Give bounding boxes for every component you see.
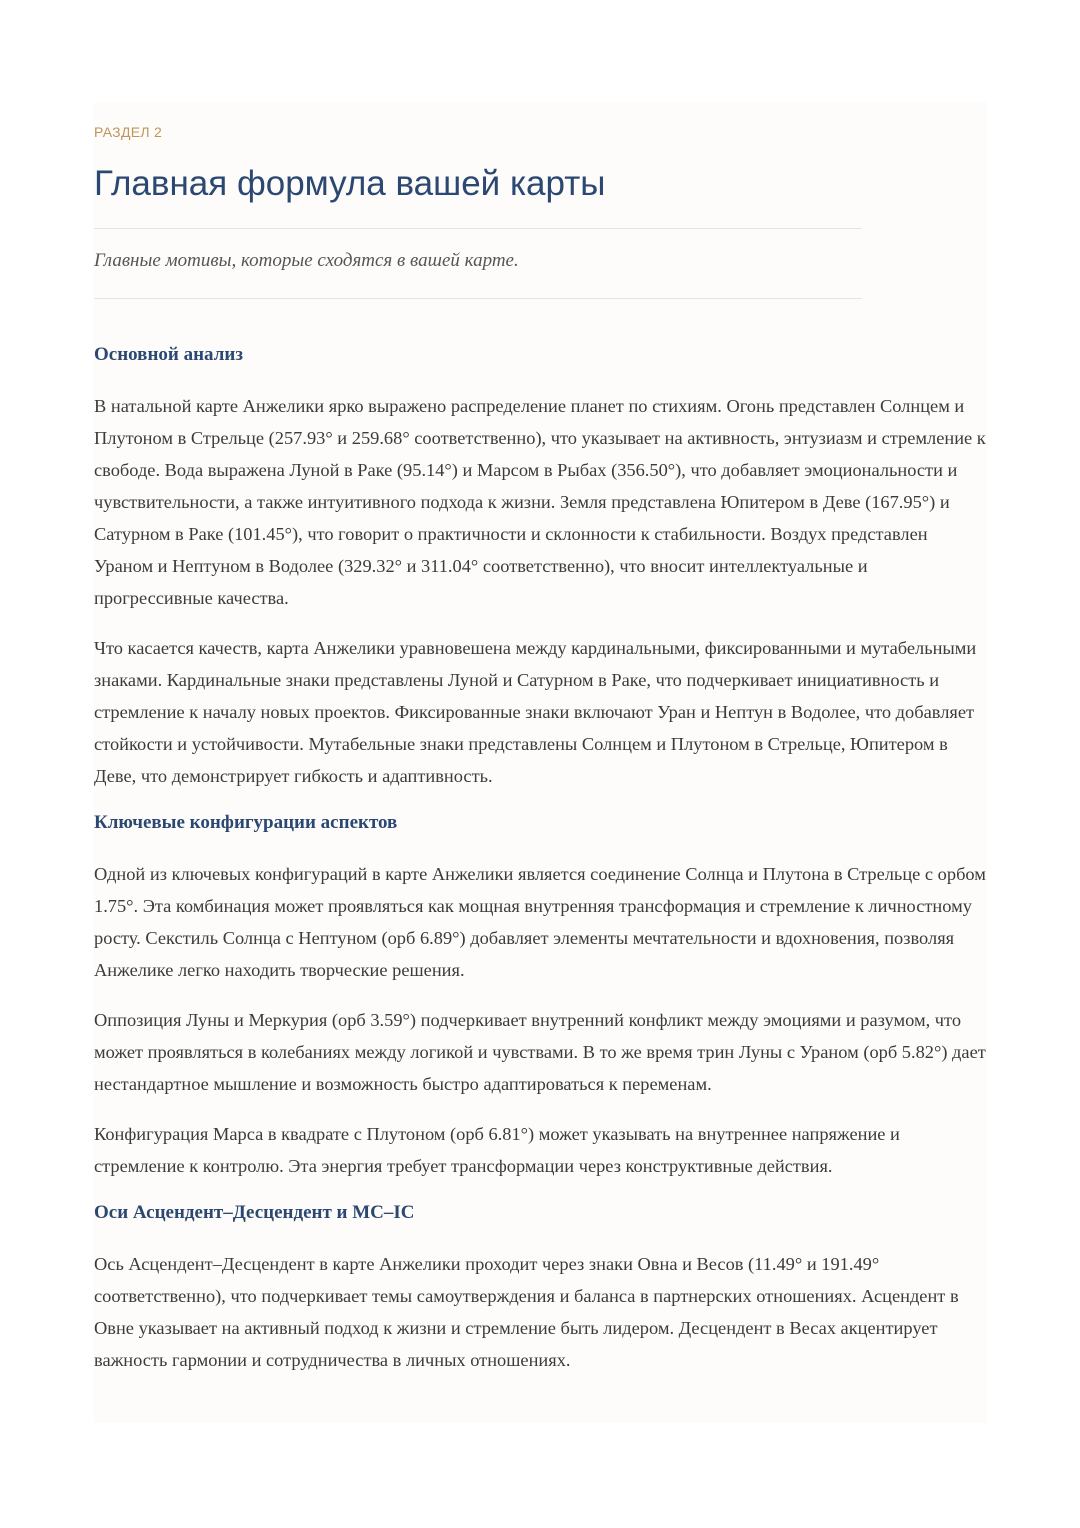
analysis-body	[94, 342, 987, 1394]
heading-main-analysis: Основной анализ	[94, 344, 243, 365]
heading-axes: Оси Асцендент–Десцендент и MC–IC	[94, 1202, 415, 1223]
title-divider	[94, 228, 862, 229]
paragraph: В натальной карте Анжелики ярко выражено распределение планет по стихиям. Огонь представлен Солнцем и Плутоном в Стрельце (257.93° и 259.68° соответственно), что указывает на активность, энтузиазм и стремление к свободе. Вода выражена Луной в Раке (95.14°) и Марсом в Рыбах (356.50°), что добавляет эмоциональности и чувствительности, а также интуитивного подхода к жизни. Земля представлена Юпитером в Деве (167.95°) и Сатурном в Раке (101.45°), что говорит о практичности и склонности к стабильности. Воздух представлен Ураном и Нептуном в Водолее (329.32° и 311.04° соответственно), что вносит интеллектуальные и прогрессивные качества.	[94, 396, 986, 608]
paragraph: Конфигурация Марса в квадрате с Плутоном (орб 6.81°) может указывать на внутреннее напряжение и стремление к контролю. Эта энергия требует трансформации через конструктивные действия.	[94, 1124, 900, 1176]
subtitle-divider	[94, 298, 862, 299]
section-label: РАЗДЕЛ 2	[94, 124, 163, 140]
paragraph: Что касается качеств, карта Анжелики уравновешена между кардинальными, фиксированными и мутабельными знаками. Кардинальные знаки представлены Луной и Сатурном в Раке, что подчеркивает инициативность и стремление к началу новых проектов. Фиксированные знаки включают Уран и Нептун в Водолее, что добавляет стойкости и устойчивости. Мутабельные знаки представлены Солнцем и Плутоном в Стрельце, Юпитером в Деве, что демонстрирует гибкость и адаптивность.	[94, 638, 977, 786]
paragraph: Ось Асцендент–Десцендент в карте Анжелики проходит через знаки Овна и Весов (11.49° и 191.49° соответственно), что подчеркивает темы самоутверждения и баланса в партнерских отношениях. Асцендент в Овне указывает на активный подход к жизни и стремление быть лидером. Десцендент в Весах акцентирует важность гармонии и сотрудничества в личных отношениях.	[94, 1254, 959, 1370]
page-title: Главная формула вашей карты	[94, 164, 606, 203]
paragraph: Одной из ключевых конфигураций в карте Анжелики является соединение Солнца и Плутона в Стрельце с орбом 1.75°. Эта комбинация может проявляться как мощная внутренняя трансформация и стремление к личностному росту. Секстиль Солнца с Нептуном (орб 6.89°) добавляет элементы мечтательности и вдохновения, позволяя Анжелике легко находить творческие решения.	[94, 864, 986, 980]
section-subtitle: Главные мотивы, которые сходятся в вашей карте.	[94, 250, 519, 271]
heading-key-aspects: Ключевые конфигурации аспектов	[94, 812, 398, 833]
paragraph: Оппозиция Луны и Меркурия (орб 3.59°) подчеркивает внутренний конфликт между эмоциями и разумом, что может проявляться в колебаниях между логикой и чувствами. В то же время трин Луны с Ураном (орб 5.82°) дает нестандартное мышление и возможность быстро адаптироваться к переменам.	[94, 1010, 986, 1094]
